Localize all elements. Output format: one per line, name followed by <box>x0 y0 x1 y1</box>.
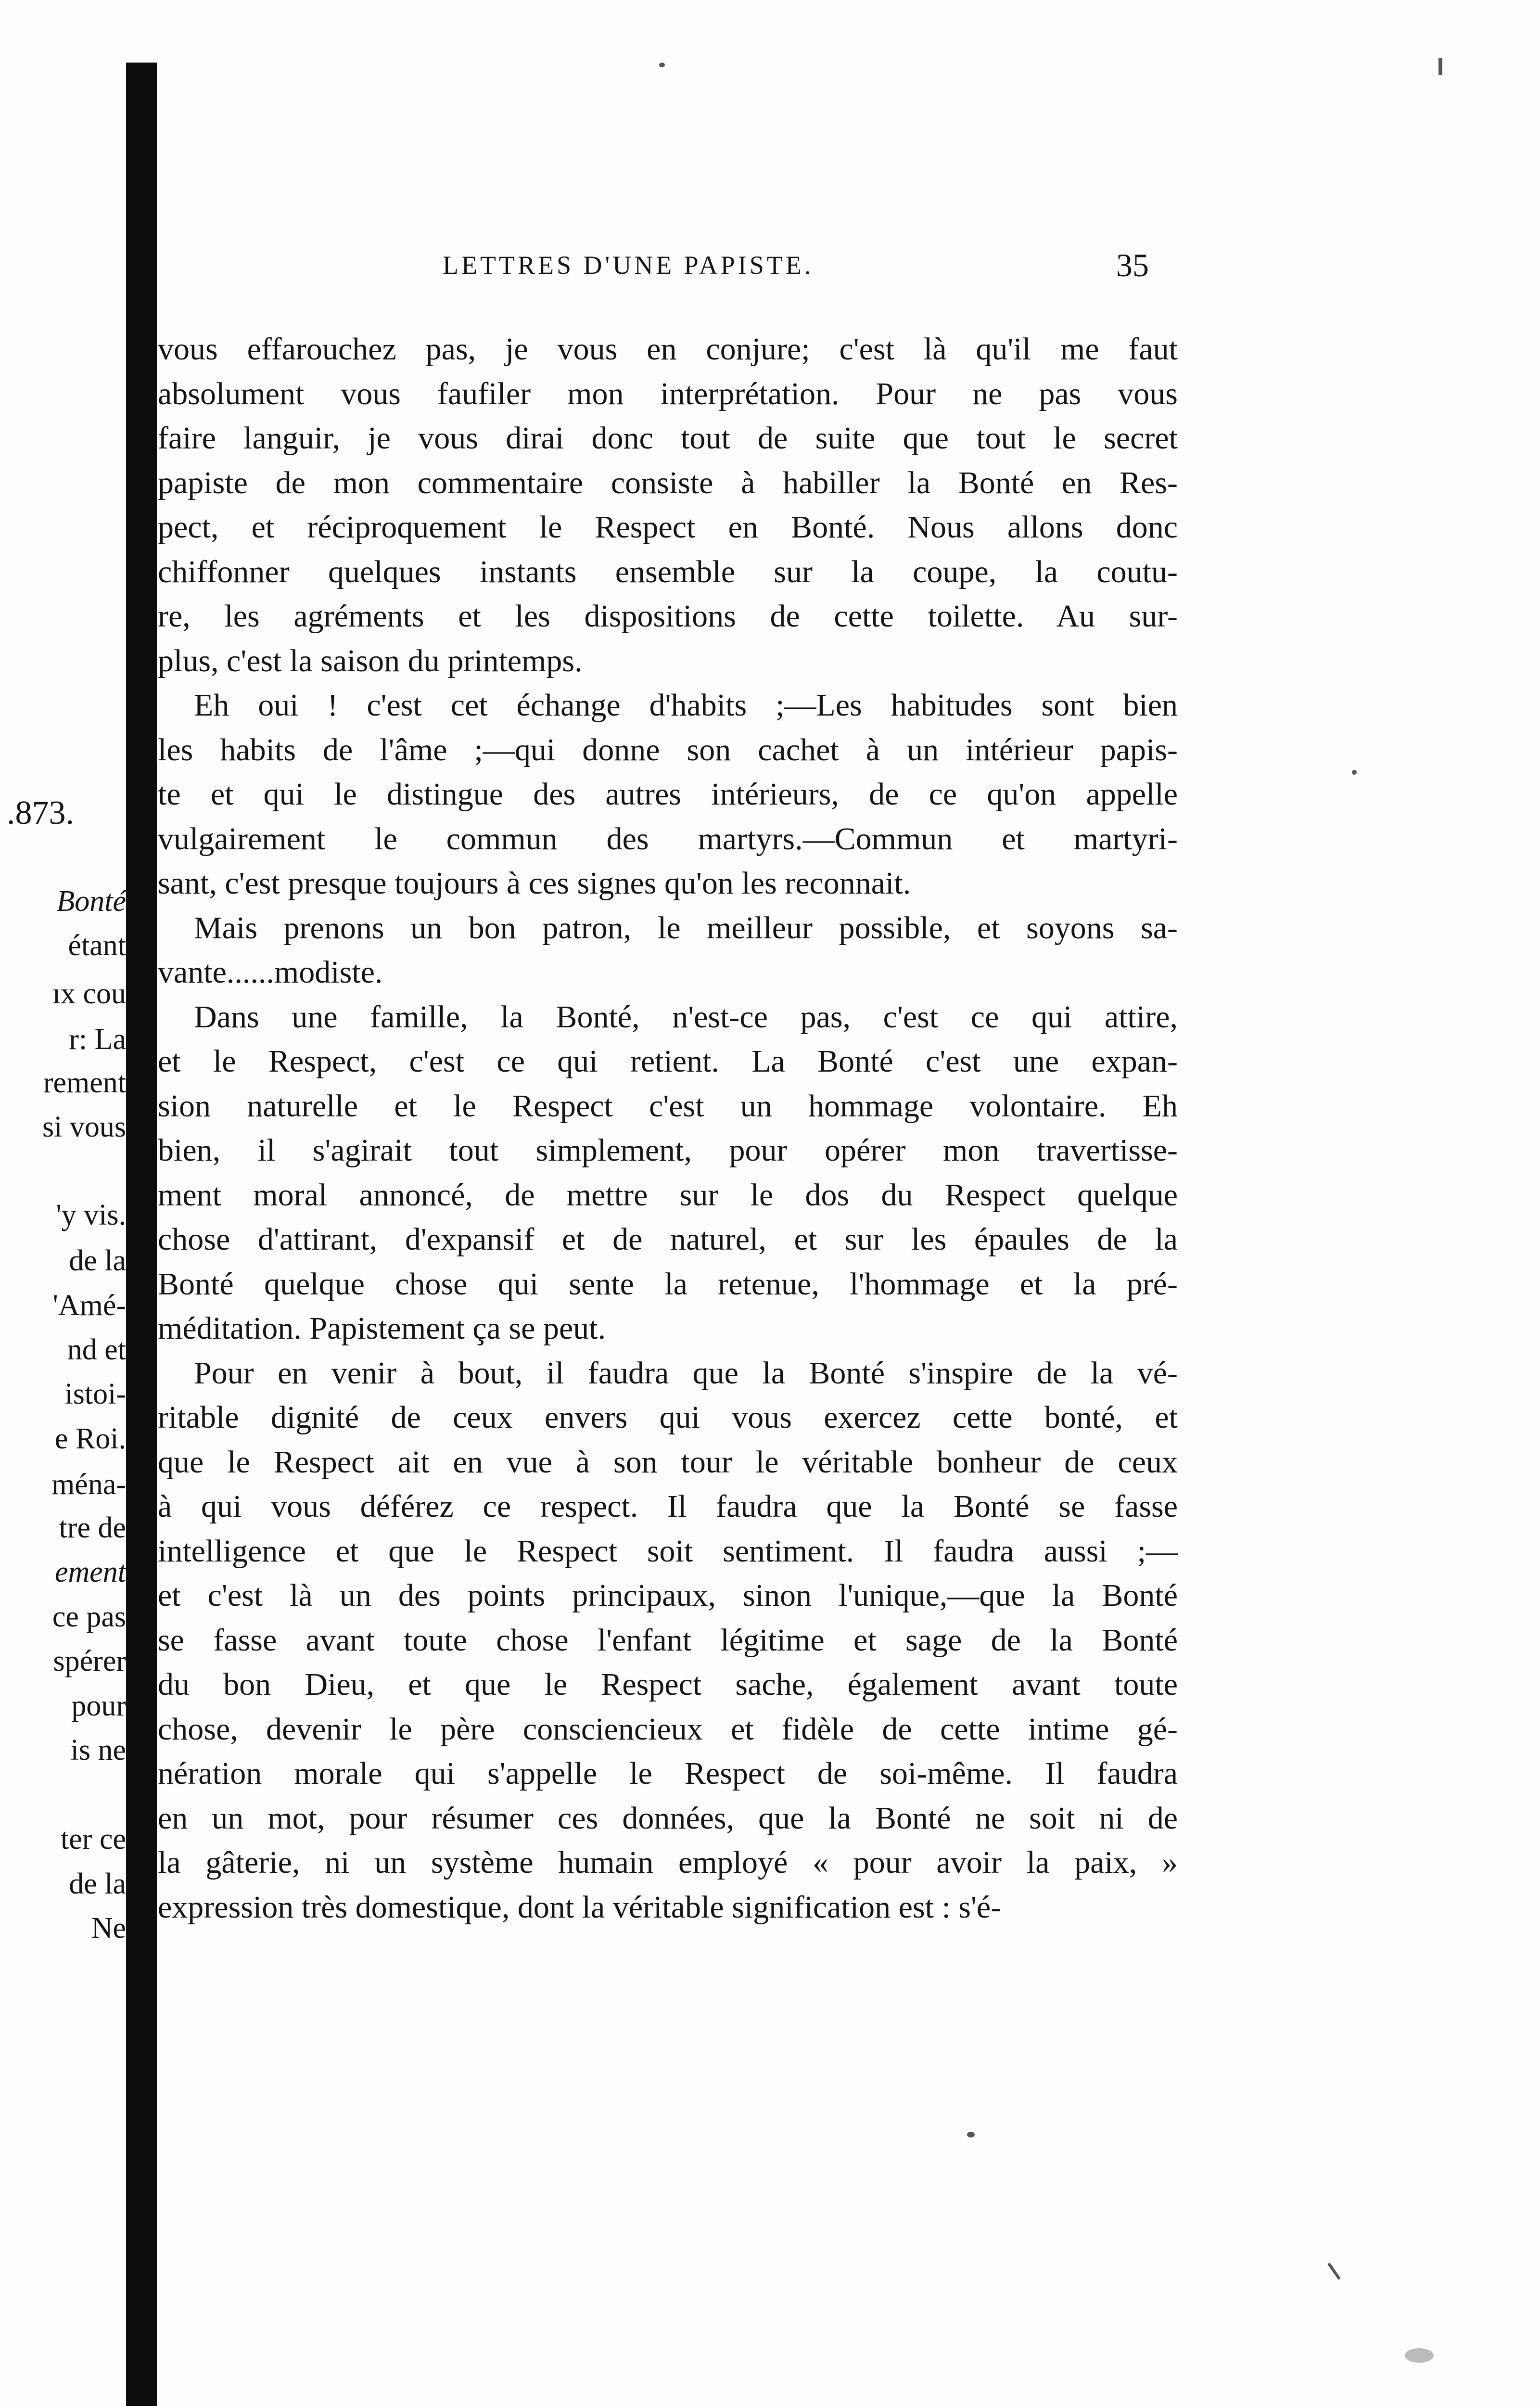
text-line: expression très domestique, dont la véritable signification est : s'é- <box>158 1889 1002 1925</box>
margin-fragment: ter ce <box>61 1823 126 1856</box>
text-line: vulgairement le commun des martyrs.—Commun et martyri- <box>158 821 1178 857</box>
text-line: ment moral annoncé, de mettre sur le dos du Respect quelque <box>158 1177 1178 1213</box>
margin-fragment: Bonté <box>56 885 126 918</box>
paragraph <box>158 683 1178 906</box>
text-line: Dans une famille, la Bonté, n'est-ce pas, c'est ce qui attire, <box>194 999 1178 1035</box>
text-line: Mais prenons un bon patron, le meilleur possible, et soyons sa- <box>194 910 1178 946</box>
print-speck <box>1352 770 1357 775</box>
text-line: les habits de l'âme ;—qui donne son cachet à un intérieur papis- <box>158 732 1178 768</box>
print-speck <box>659 63 665 67</box>
text-line: faire languir, je vous dirai donc tout de suite que tout le secret <box>158 421 1178 456</box>
text-line: sion naturelle et le Respect c'est un hommage volontaire. Eh <box>158 1088 1178 1124</box>
body-text <box>158 327 1178 1930</box>
text-line: Pour en venir à bout, il faudra que la Bonté s'inspire de la vé- <box>194 1355 1178 1391</box>
margin-fragment: ıx cou <box>52 977 126 1010</box>
margin-fragment: ce pas <box>52 1600 126 1633</box>
margin-fragment: r: La <box>69 1023 126 1056</box>
text-line: et c'est là un des points principaux, sinon l'unique,—que la Bonté <box>158 1578 1178 1613</box>
margin-fragment: e Roi. <box>54 1422 126 1455</box>
margin-fragment: rement <box>43 1066 126 1099</box>
margin-fragment: .873. <box>7 794 74 832</box>
margin-fragment: nd et <box>67 1333 126 1366</box>
margin-fragment: istoi- <box>64 1378 126 1410</box>
binding-gutter <box>126 63 157 2406</box>
text-line: te et qui le distingue des autres intérieurs, de ce qu'on appelle <box>158 777 1178 812</box>
print-speck <box>1438 58 1442 75</box>
text-line: plus, c'est la saison du printemps. <box>158 643 583 678</box>
margin-fragment: étant <box>68 929 126 962</box>
text-line: vous effarouchez pas, je vous en conjure; c'est là qu'il me faut <box>158 332 1178 367</box>
text-line: du bon Dieu, et que le Respect sache, également avant toute <box>158 1667 1178 1702</box>
text-line: chose, devenir le père consciencieux et fidèle de cette intime gé- <box>158 1711 1178 1747</box>
margin-fragment: de la <box>69 1244 126 1277</box>
margin-fragment: 'y vis. <box>56 1199 126 1231</box>
text-line: à qui vous déférez ce respect. Il faudra que la Bonté se fasse <box>158 1489 1178 1524</box>
margin-fragment: tre de <box>59 1511 126 1544</box>
print-speck <box>1405 2348 1434 2363</box>
margin-fragment: de la <box>69 1868 126 1900</box>
margin-fragment: si vous <box>42 1111 126 1143</box>
text-line: en un mot, pour résumer ces données, que la Bonté ne soit ni de <box>158 1800 1178 1836</box>
page-number: 35 <box>1116 247 1149 283</box>
text-line: nération morale qui s'appelle le Respect de soi-même. Il faudra <box>158 1756 1178 1791</box>
text-line: que le Respect ait en vue à son tour le véritable bonheur de ceux <box>158 1444 1178 1480</box>
text-line: vante......modiste. <box>158 955 383 990</box>
paragraph <box>158 995 1178 1351</box>
facing-page-edge <box>0 0 126 2406</box>
text-line: ritable dignité de ceux envers qui vous exercez cette bonté, et <box>158 1400 1178 1435</box>
text-line: sant, c'est presque toujours à ces signes qu'on les reconnait. <box>158 866 911 901</box>
text-line: absolument vous faufiler mon interprétation. Pour ne pas vous <box>158 376 1178 411</box>
print-speck <box>967 2132 975 2137</box>
paragraph <box>158 1351 1178 1930</box>
text-line: la gâterie, ni un système humain employé « pour avoir la paix, » <box>158 1845 1178 1880</box>
text-line: méditation. Papistement ça se peut. <box>158 1311 606 1346</box>
margin-fragment: ement <box>54 1556 126 1588</box>
margin-fragment: Ne <box>91 1912 126 1945</box>
text-line: Bonté quelque chose qui sente la retenue, l'hommage et la pré- <box>158 1266 1178 1302</box>
text-line: bien, il s'agirait tout simplement, pour opérer mon travertisse- <box>158 1133 1178 1168</box>
text-line: se fasse avant toute chose l'enfant légitime et sage de la Bonté <box>158 1622 1178 1658</box>
text-line: chose d'attirant, d'expansif et de naturel, et sur les épaules de la <box>158 1222 1178 1257</box>
text-line: papiste de mon commentaire consiste à habiller la Bonté en Res- <box>158 465 1178 500</box>
page-header <box>0 247 1540 294</box>
margin-fragment: 'Amé- <box>52 1289 126 1322</box>
text-line: pect, et réciproquement le Respect en Bonté. Nous allons donc <box>158 510 1178 545</box>
print-speck <box>1327 2263 1341 2280</box>
text-line: intelligence et que le Respect soit sentiment. Il faudra aussi ;— <box>158 1533 1178 1569</box>
text-line: et le Respect, c'est ce qui retient. La Bonté c'est une expan- <box>158 1044 1178 1079</box>
margin-fragment: pour <box>71 1689 126 1722</box>
paragraph <box>158 327 1178 683</box>
paragraph <box>158 906 1178 995</box>
margin-fragment: spérer <box>53 1645 126 1677</box>
text-line: re, les agréments et les dispositions de cette toilette. Au sur- <box>158 599 1178 634</box>
margin-fragment: is ne <box>70 1734 126 1766</box>
text-line: Eh oui ! c'est cet échange d'habits ;—Les habitudes sont bien <box>194 688 1178 723</box>
running-title: LETTRES D'UNE PAPISTE. <box>443 251 814 280</box>
margin-fragment: ména- <box>51 1468 126 1501</box>
text-line: chiffonner quelques instants ensemble sur la coupe, la coutu- <box>158 554 1178 589</box>
